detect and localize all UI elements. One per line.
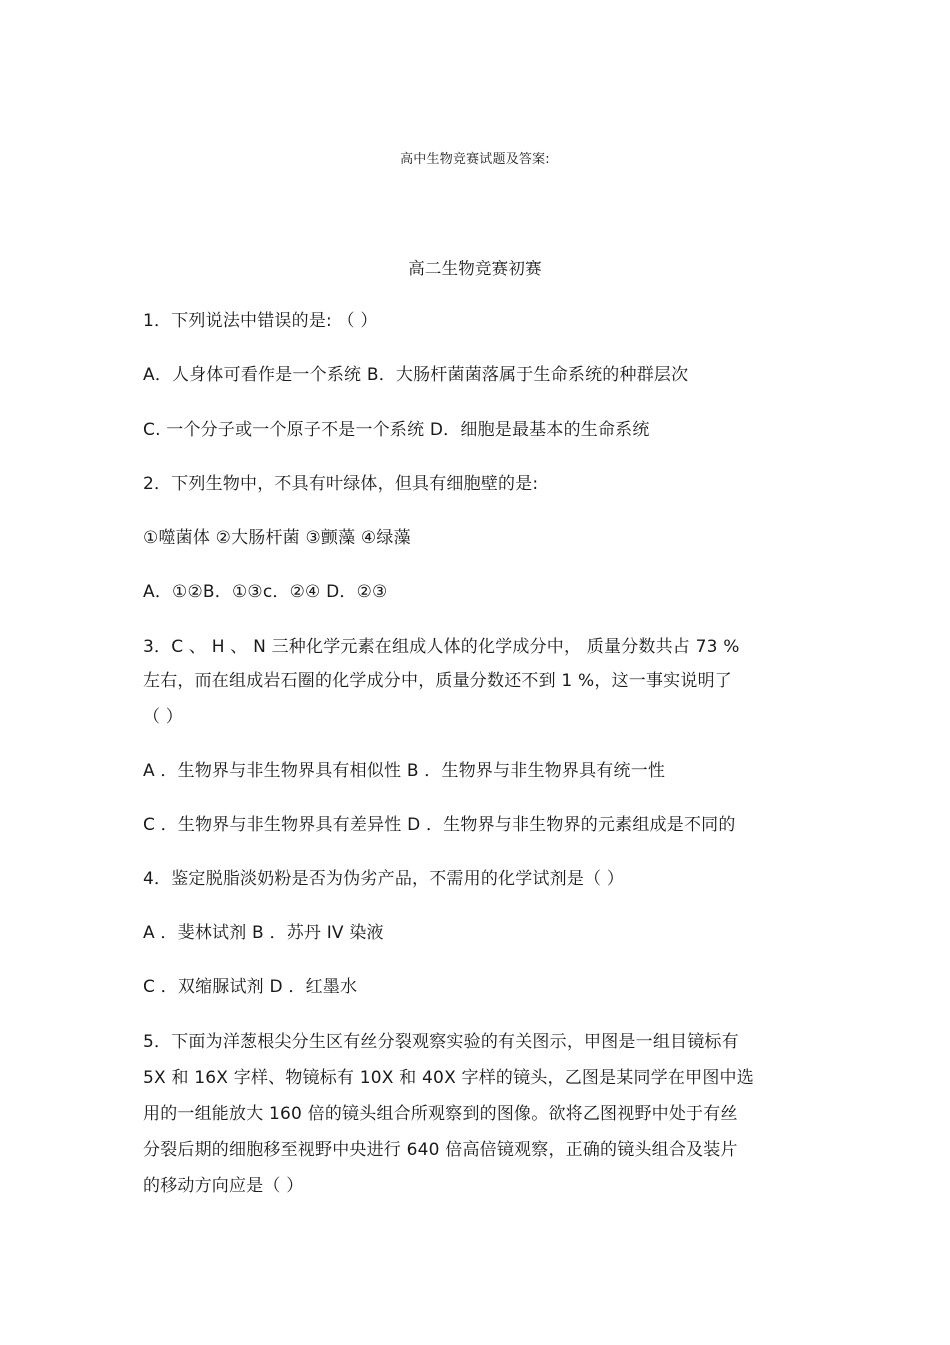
question-2-stem: 2．下列生物中，不具有叶绿体，但具有细胞壁的是: xyxy=(143,474,539,494)
question-1-stem: 1．下列说法中错误的是: （ ） xyxy=(143,311,378,331)
question-5-stem-line3: 用的一组能放大 160 倍的镜头组合所观察到的图像。欲将乙图视野中处于有丝 xyxy=(143,1104,738,1124)
question-3-stem-line1: 3．C 、 H 、 N 三种化学元素在组成人体的化学成分中， 质量分数共占 73 % xyxy=(143,637,740,657)
document-title: 高中生物竞赛试题及答案: xyxy=(400,152,550,167)
question-5-stem-line1: 5．下面为洋葱根尖分生区有丝分裂观察实验的有关图示，甲图是一组目镜标有 xyxy=(143,1032,739,1052)
question-4-options-ab: A ．斐林试剂 B ．苏丹 IV 染液 xyxy=(143,923,384,943)
question-3-stem-line2: 左右，而在组成岩石圈的化学成分中，质量分数还不到 1 %，这一事实说明了 xyxy=(143,671,732,691)
question-5-stem-line2: 5X 和 16X 字样、物镜标有 10X 和 40X 字样的镜头，乙图是某同学在甲图中选 xyxy=(143,1068,754,1088)
section-title: 高二生物竞赛初赛 xyxy=(408,259,542,278)
question-4-options-cd: C ．双缩脲试剂 D ．红墨水 xyxy=(143,977,358,997)
question-5-stem-line5: 的移动方向应是（ ） xyxy=(143,1176,304,1196)
question-2-options: A．①②B．①③c．②④ D．②③ xyxy=(143,582,388,602)
question-5-stem-line4: 分裂后期的细胞移至视野中央进行 640 倍高倍镜观察，正确的镜头组合及装片 xyxy=(143,1140,738,1160)
question-3-stem-line3: （ ） xyxy=(143,707,184,727)
question-1-options-ab: A．人身体可看作是一个系统 B．大肠杆菌菌落属于生命系统的种群层次 xyxy=(143,365,689,385)
question-2-items: ①噬菌体 ②大肠杆菌 ③颤藻 ④绿藻 xyxy=(143,528,411,548)
question-3-options-ab: A ．生物界与非生物界具有相似性 B ．生物界与非生物界具有统一性 xyxy=(143,761,666,781)
question-1-options-cd: C. 一个分子或一个原子不是一个系统 D．细胞是最基本的生命系统 xyxy=(143,420,650,440)
question-3-options-cd: C ．生物界与非生物界具有差异性 D ．生物界与非生物界的元素组成是不同的 xyxy=(143,815,736,835)
question-4-stem: 4．鉴定脱脂淡奶粉是否为伪劣产品，不需用的化学试剂是（ ） xyxy=(143,869,625,889)
